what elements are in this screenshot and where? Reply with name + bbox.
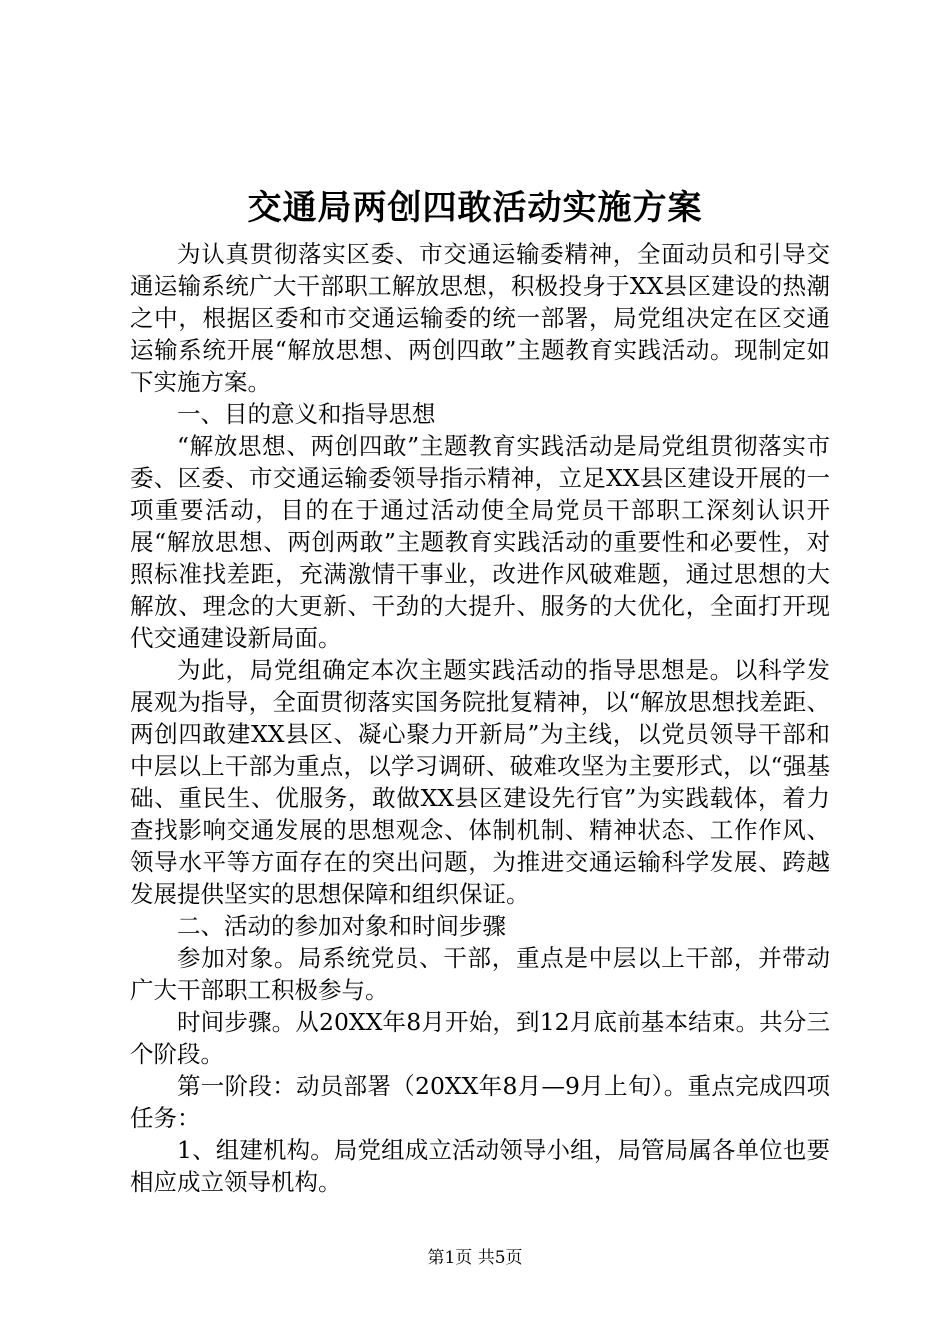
- schedule-paragraph: 时间步骤。从20XX年8月开始，到12月底前基本结束。共分三个阶段。: [130, 1008, 830, 1068]
- intro-paragraph: 为认真贯彻落实区委、市交通运输委精神，全面动员和引导交通运输系统广大干部职工解放思想，积极投身于XX县区建设的热潮之中，根据区委和市交通运输委的统一部署，局党组决定在区交通运输系统开展“解放思想、两创四敢”主题教育实践活动。现制定如下实施方案。: [130, 240, 830, 396]
- phase-one-paragraph: 第一阶段：动员部署（20XX年8月—9月上旬）。重点完成四项任务：: [130, 1072, 830, 1132]
- page-footer: 第1页 共5页: [427, 1248, 523, 1268]
- purpose-paragraph: “解放思想、两创四敢”主题教育实践活动是局党组贯彻落实市委、区委、市交通运输委领导指示精神，立足XX县区建设开展的一项重要活动，目的在于通过活动使全局党员干部职工深刻认识开展“解放思想、两创两敢”主题教育实践活动的重要性和必要性，对照标准找差距，充满激情干事业，改进作风破难题，通过思想的大解放、理念的大更新、干劲的大提升、服务的大优化，全面打开现代交通建设新局面。: [130, 432, 830, 652]
- guiding-thought-paragraph: 为此，局党组确定本次主题实践活动的指导思想是。以科学发展观为指导，全面贯彻落实国务院批复精神，以“解放思想找差距、两创四敢建XX县区、凝心聚力开新局”为主线，以党员领导干部和中层以上干部为重点，以学习调研、破难攻坚为主要形式，以“强基础、重民生、优服务，敢做XX县区建设先行官”为实践载体，着力查找影响交通发展的思想观念、体制机制、精神状态、工作作风、领导水平等方面存在的突出问题，为推进交通运输科学发展、跨越发展提供坚实的思想保障和组织保证。: [130, 656, 830, 908]
- section-heading-1: 一、目的意义和指导思想: [177, 400, 436, 428]
- participants-paragraph: 参加对象。局系统党员、干部，重点是中层以上干部，并带动广大干部职工积极参与。: [130, 944, 830, 1004]
- section-heading-2: 二、活动的参加对象和时间步骤: [177, 912, 506, 940]
- task-one-paragraph: 1、组建机构。局党组成立活动领导小组，局管局属各单位也要相应成立领导机构。: [130, 1136, 830, 1196]
- document-title: 交通局两创四敢活动实施方案: [247, 188, 703, 228]
- document-body: [130, 238, 830, 1198]
